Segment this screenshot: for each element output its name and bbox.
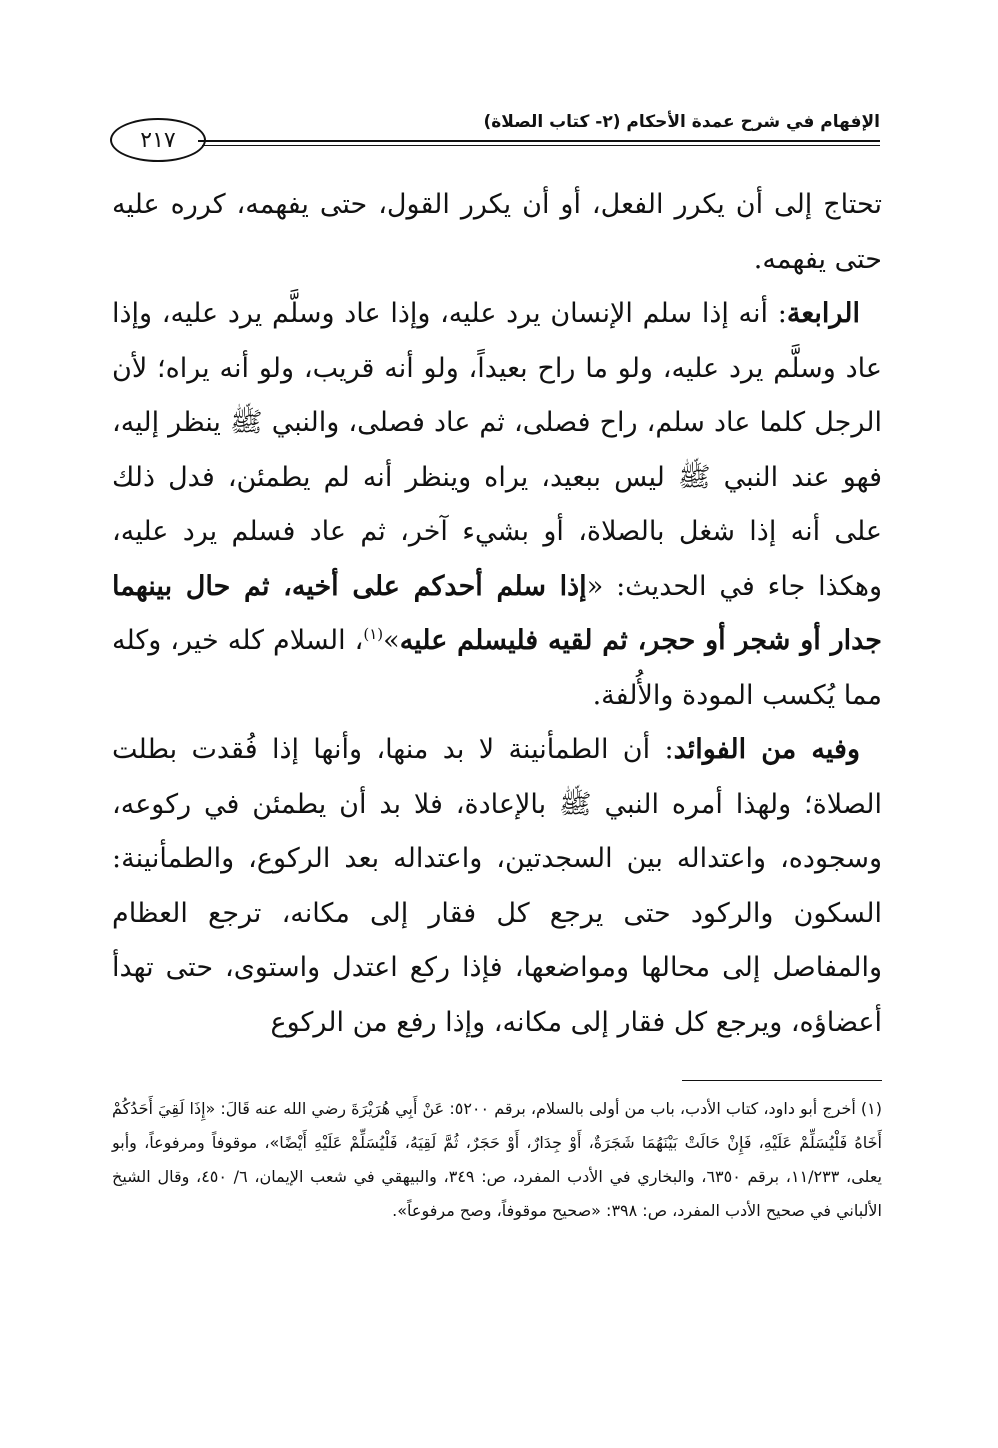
footnote-1: (١) أخرج أبو داود، كتاب الأدب، باب من أولى بالسلام، برقم ٥٢٠٠: عَنْ أَبِي هُرَيْرَةَ رضي الله عنه قَالَ: «إِذَا لَقِيَ أَحَدُكُمْ أَخَاهُ فَلْيُسَلِّمْ عَلَيْهِ، فَإِنْ حَالَتْ بَيْنَهُمَا شَجَرَةٌ، أَوْ جِدَارٌ، أَوْ حَجَرٌ، ثُمَّ لَقِيَهُ، فَلْيُسَلِّمْ عَلَيْهِ أَيْضًا»، موقوفاً ومرفوعاً، وأبو يعلى، ١١/٢٣٣، برقم ٦٣٥٠، والبخاري في الأدب المفرد، ص: ٣٤٩، والبيهقي في شعب الإيمان، ٦/ ٤٥٠، وقال الشيخ الألباني في صحيح الأدب المفرد، ص: ٣٩٨: «صحيح موقوفاً، وصح مرفوعاً».	[112, 1099, 882, 1220]
paragraph-text: : أنه إذا سلم الإنسان يرد عليه، وإذا عاد وسلَّم يرد عليه، وإذا عاد وسلَّم يرد عليه، ولو ما راح بعيداً، ولو أنه قريب، ولو أنه يراه؛ لأن الرجل كلما عاد سلم، راح فصلى، ثم عاد فصلى، والنبي ﷺ ينظر إليه، فهو عند النبي ﷺ ليس ببعيد، يراه وينظر أنه لم يطمئن، فدل ذلك على أنه إذا شغل بالصلاة، أو بشيء آخر، ثم عاد فسلم يرد عليه، وهكذا جاء في الحديث: «	[112, 298, 882, 602]
paragraph-2	[112, 287, 882, 723]
page-number: ٢١٧	[110, 118, 206, 162]
quote-close: »	[383, 625, 400, 656]
footnotes	[112, 1092, 882, 1228]
book-title: الإفهام في شرح عمدة الأحكام (٢- كتاب الصلاة)	[483, 112, 880, 132]
header-rule	[198, 140, 880, 142]
paragraph-text-end: ، السلام كله خير، وكله مما يُكسب المودة والأُلفة.	[112, 625, 882, 711]
footnote-ref[interactable]: (١)	[363, 625, 384, 643]
paragraph-label-fourth: الرابعة	[786, 298, 860, 329]
footnote-separator	[682, 1080, 882, 1081]
paragraph-3	[112, 723, 882, 1050]
paragraph-label-benefits: وفيه من الفوائد	[673, 734, 860, 765]
paragraph-text: : أن الطمأنينة لا بد منها، وأنها إذا فُقدت بطلت الصلاة؛ ولهذا أمره النبي ﷺ بالإعادة، فلا بد أن يطمئن في ركوعه، وسجوده، واعتداله بين السجدتين، واعتداله بعد الركوع، والطمأنينة: السكون والركود حتى يرجع كل فقار إلى مكانه، ترجع العظام والمفاصل إلى محالها ومواضعها، فإذا ركع اعتدل واستوى، حتى تهدأ أعضاؤه، ويرجع كل فقار إلى مكانه، وإذا رفع من الركوع	[112, 734, 882, 1038]
hadith-quote: إذا سلم أحدكم على أخيه، ثم حال بينهما جدار أو شجر أو حجر، ثم لقيه فليسلم عليه	[112, 570, 883, 656]
main-text	[112, 178, 882, 1050]
paragraph-1: تحتاج إلى أن يكرر الفعل، أو أن يكرر القول، حتى يفهمه، كرره عليه حتى يفهمه.	[112, 189, 882, 275]
running-header	[110, 108, 880, 168]
header-rule-thin	[202, 145, 880, 146]
